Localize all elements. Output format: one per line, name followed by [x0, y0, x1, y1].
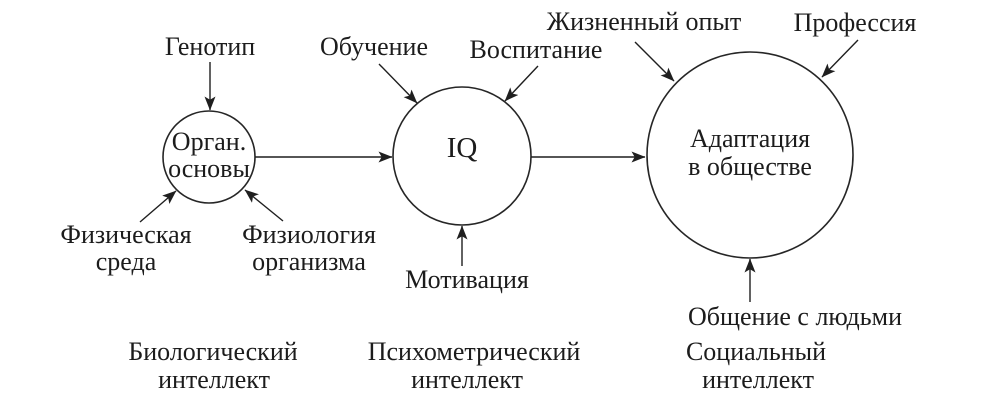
- social-node-label-line2: в обществе: [688, 152, 812, 181]
- label-upbringing: Воспитание: [469, 35, 603, 64]
- caption-social-line1: Социальный: [685, 337, 827, 366]
- arrow-profession: [822, 40, 858, 77]
- label-physiology-line1: Физиология: [242, 220, 376, 249]
- label-physical-environment-line1: Физическая: [60, 220, 192, 249]
- label-physiology-line2: организма: [252, 247, 366, 276]
- caption-biological-line1: Биологический: [128, 337, 298, 366]
- caption-social-line2: интеллект: [702, 365, 814, 394]
- biological-node-label-line2: основы: [168, 154, 250, 183]
- label-genotype: Генотип: [164, 32, 256, 61]
- label-life-experience: Жизненный опыт: [546, 7, 742, 36]
- caption-psychometric-line1: Психометрический: [367, 337, 581, 366]
- caption-biological-line2: интеллект: [158, 365, 270, 394]
- arrow-upbringing: [505, 66, 538, 101]
- iq-node-label: IQ: [446, 132, 478, 164]
- label-profession: Профессия: [793, 8, 917, 37]
- arrow-physical-environment: [140, 191, 176, 222]
- biological-node-label-line1: Орган.: [171, 127, 247, 156]
- label-communication: Общение с людьми: [687, 302, 903, 331]
- label-motivation: Мотивация: [405, 265, 529, 294]
- social-node-label-line1: Адаптация: [689, 124, 811, 153]
- arrow-learning: [379, 64, 417, 103]
- label-learning: Обучение: [320, 32, 428, 61]
- arrow-physiology: [245, 190, 283, 221]
- caption-psychometric-line2: интеллект: [411, 365, 523, 394]
- arrow-life-experience: [635, 42, 674, 81]
- label-physical-environment-line2: среда: [95, 247, 157, 276]
